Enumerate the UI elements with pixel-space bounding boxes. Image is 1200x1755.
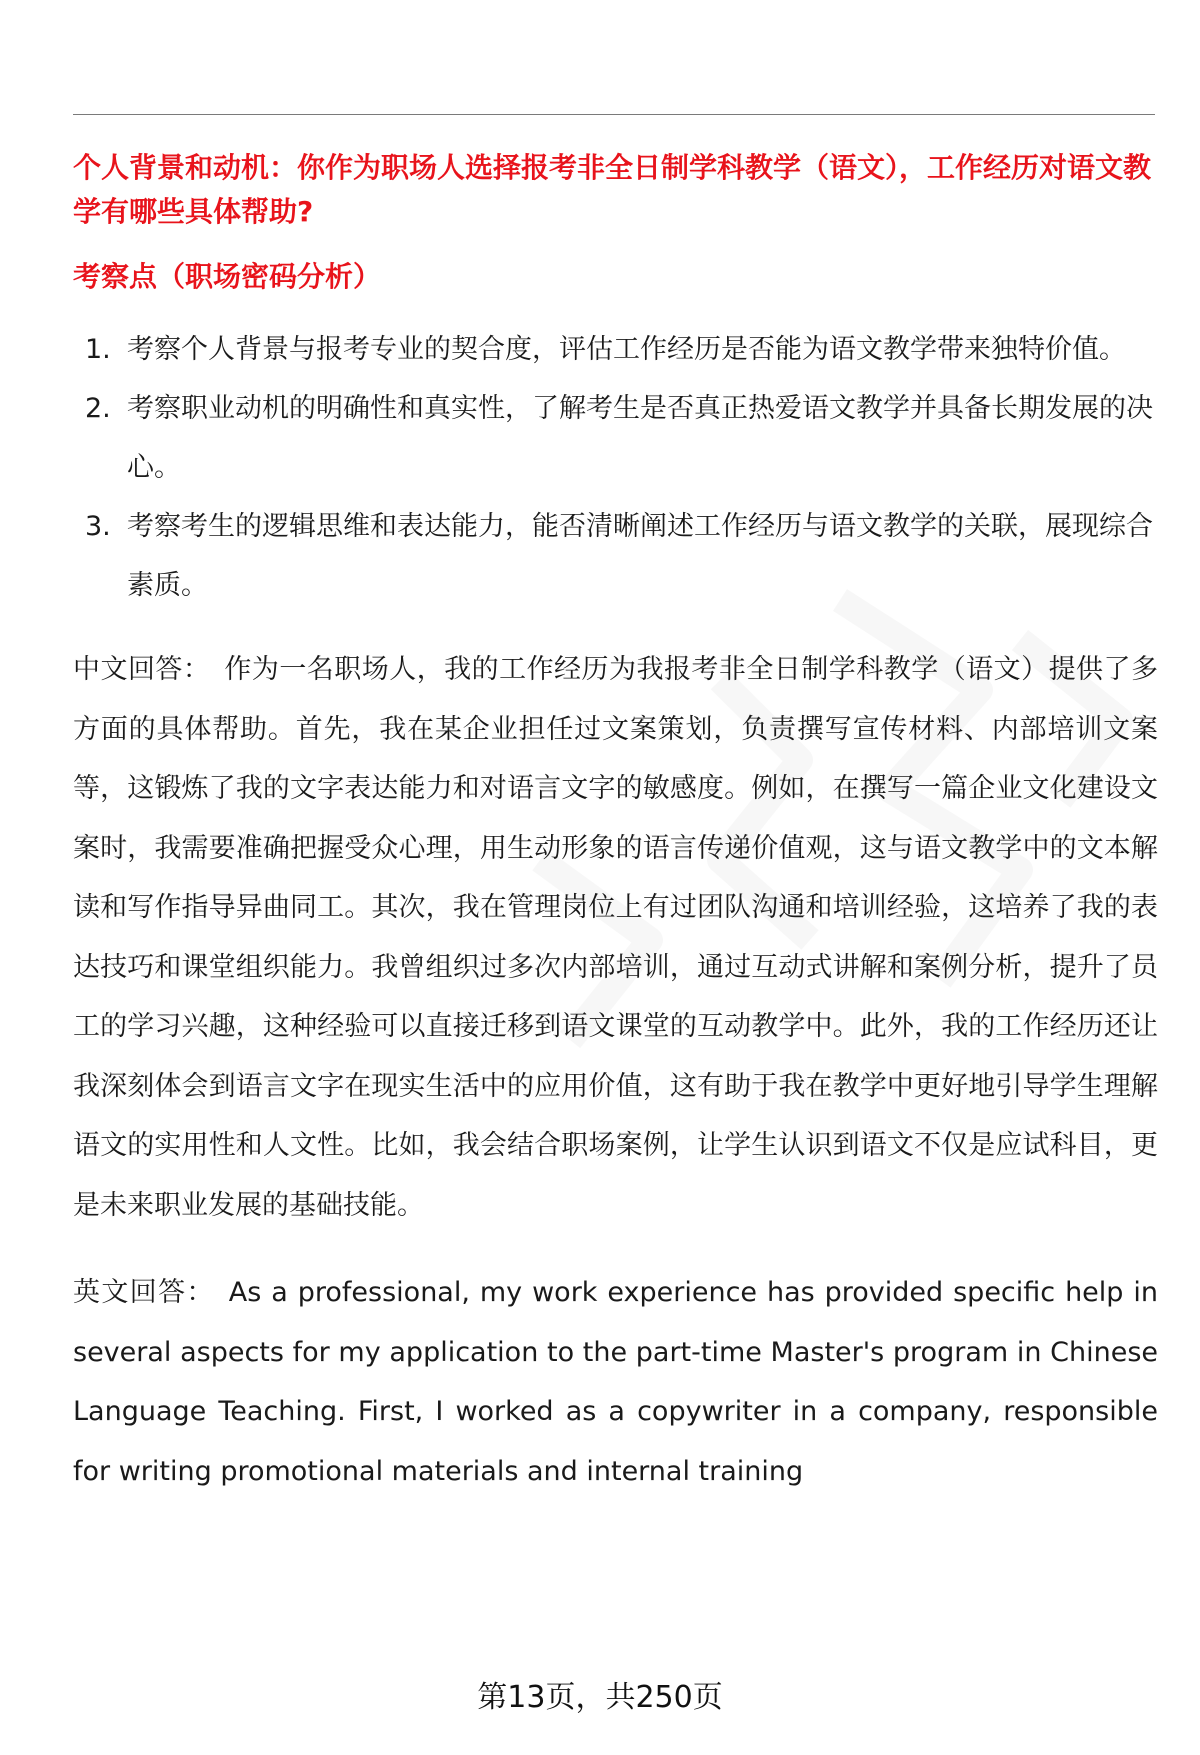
list-text: 考察个人背景与报考专业的契合度，评估工作经历是否能为语文教学带来独特价值。: [127, 334, 1126, 365]
list-text: 考察职业动机的明确性和真实性，了解考生是否真正热爱语文教学并具备长期发展的决心。: [127, 393, 1153, 483]
chinese-answer-label: 中文回答：: [73, 654, 211, 685]
english-answer-text: As a professional, my work experience has provided specific help in several aspects for my application to the part-time Master's program in Chinese Language Teaching. First, I worked as a copywriter in a company, responsible for writing promotional materials and internal training: [73, 1277, 1158, 1487]
point-list: [73, 320, 1158, 615]
page-footer: 第13页，共250页: [477, 1680, 723, 1715]
list-number: 2.: [85, 393, 111, 424]
list-number: 3.: [85, 511, 111, 542]
english-answer: [73, 1263, 1158, 1501]
list-text: 考察考生的逻辑思维和表达能力，能否清晰阐述工作经历与语文教学的关联，展现综合素质。: [127, 511, 1153, 601]
chinese-answer-text: 作为一名职场人，我的工作经历为我报考非全日制学科教学（语文）提供了多方面的具体帮助。首先，我在某企业担任过文案策划，负责撰写宣传材料、内部培训文案等，这锻炼了我的文字表达能力和对语言文字的敏感度。例如，在撰写一篇企业文化建设文案时，我需要准确把握受众心理，用生动形象的语言传递价值观，这与语文教学中的文本解读和写作指导异曲同工。其次，我在管理岗位上有过团队沟通和培训经验，这培养了我的表达技巧和课堂组织能力。我曾组织过多次内部培训，通过互动式讲解和案例分析，提升了员工的学习兴趣，这种经验可以直接迁移到语文课堂的互动教学中。此外，我的工作经历还让我深刻体会到语言文字在现实生活中的应用价值，这有助于我在教学中更好地引导学生理解语文的实用性和人文性。比如，我会结合职场案例，让学生认识到语文不仅是应试科目，更是未来职业发展的基础技能。: [73, 654, 1159, 1221]
list-item: [73, 379, 1158, 497]
header-rule: [73, 114, 1155, 115]
list-number: 1.: [85, 334, 111, 365]
chinese-answer: [73, 640, 1158, 1235]
list-item: [73, 320, 1158, 379]
english-answer-label: 英文回答：: [73, 1277, 215, 1308]
list-item: [73, 497, 1158, 615]
document-body: [73, 146, 1158, 1501]
section-heading: 考察点（职场密码分析）: [73, 260, 382, 293]
question-heading: 个人背景和动机：你作为职场人选择报考非全日制学科教学（语文），工作经历对语文教学有哪些具体帮助?: [73, 151, 1152, 228]
